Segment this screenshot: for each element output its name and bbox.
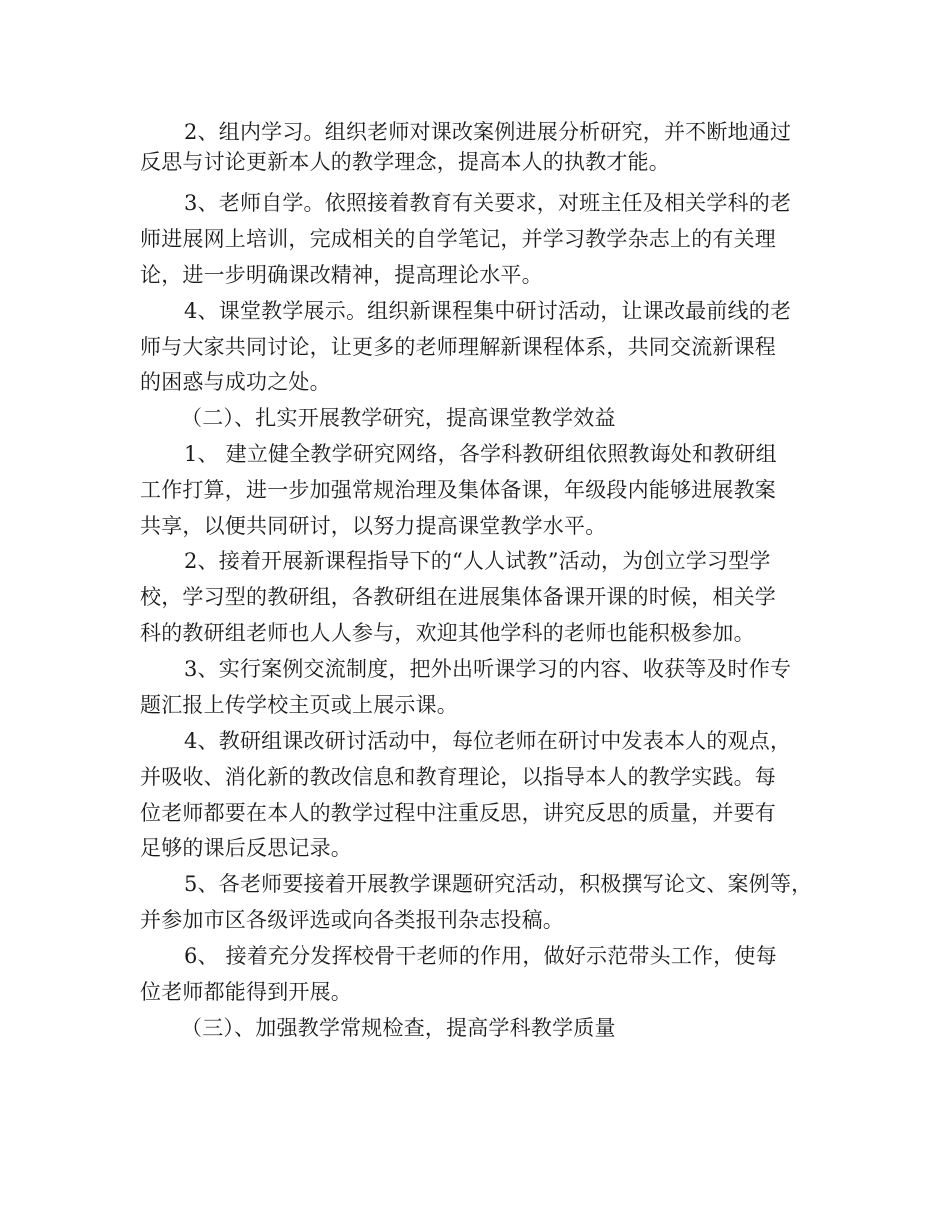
text-line-1: 2、组内学习。组织老师对课改案例进展分析研究，并不断地通过 xyxy=(184,120,792,144)
section-heading-3: （三）、加强教学常规检查，提高学科教学质量 xyxy=(181,1016,616,1040)
text-line-19: 并吸收、消化新的教改信息和教育理论，以指导本人的教学实践。每 xyxy=(140,765,776,789)
text-line-23: 并参加市区各级评选或向各类报刊杂志投稿。 xyxy=(140,908,564,932)
text-line-6: 4、课堂教学展示。组织新课程集中研讨活动，让课改最前线的老 xyxy=(184,299,792,323)
text-line-10: 1、 建立健全教学研究网络，各学科教研组依照教诲处和教研组 xyxy=(184,442,777,466)
text-line-25: 位老师都能得到开展。 xyxy=(140,980,352,1004)
text-line-4: 师进展网上培训，完成相关的自学笔记，并学习教学杂志上的有关理 xyxy=(140,227,776,251)
text-line-18: 4、教研组课改研讨活动中，每位老师在研讨中发表本人的观点， xyxy=(184,729,792,753)
text-line-2: 反思与讨论更新本人的教学理念，提高本人的执教才能。 xyxy=(140,150,670,174)
text-line-5: 论，进一步明确课改精神，提高理论水平。 xyxy=(140,263,543,287)
text-line-7: 师与大家共同讨论，让更多的老师理解新课程体系，共同交流新课程 xyxy=(140,335,776,359)
text-line-13: 2、接着开展新课程指导下的“人人试教”活动，为创立学习型学 xyxy=(184,549,771,573)
text-line-22: 5、各老师要接着开展教学课题研究活动，积极撰写论文、案例等， xyxy=(184,872,813,896)
text-line-16: 3、实行案例交流制度，把外出听课学习的内容、收获等及时作专 xyxy=(184,657,792,681)
text-line-21: 足够的课后反思记录。 xyxy=(140,836,352,860)
section-heading-2: （二）、扎实开展教学研究，提高课堂教学效益 xyxy=(181,406,616,430)
text-line-11: 工作打算，进一步加强常规治理及集体备课，年级段内能够进展教案 xyxy=(140,478,776,502)
text-line-3: 3、老师自学。依照接着教育有关要求，对班主任及相关学科的老 xyxy=(184,191,792,215)
text-line-17: 题汇报上传学校主页或上展示课。 xyxy=(140,693,458,717)
text-line-14: 校，学习型的教研组，各教研组在进展集体备课开课的时候，相关学 xyxy=(140,585,776,609)
text-line-24: 6、 接着充分发挥校骨干老师的作用，做好示范带头工作，使每 xyxy=(184,944,777,968)
text-line-20: 位老师都要在本人的教学过程中注重反思，讲究反思的质量，并要有 xyxy=(140,801,776,825)
text-line-15: 科的教研组老师也人人参与，欢迎其他学科的老师也能积极参加。 xyxy=(140,621,755,645)
text-line-8: 的困惑与成功之处。 xyxy=(140,370,331,394)
text-line-12: 共享，以便共同研讨，以努力提高课堂教学水平。 xyxy=(140,514,607,538)
